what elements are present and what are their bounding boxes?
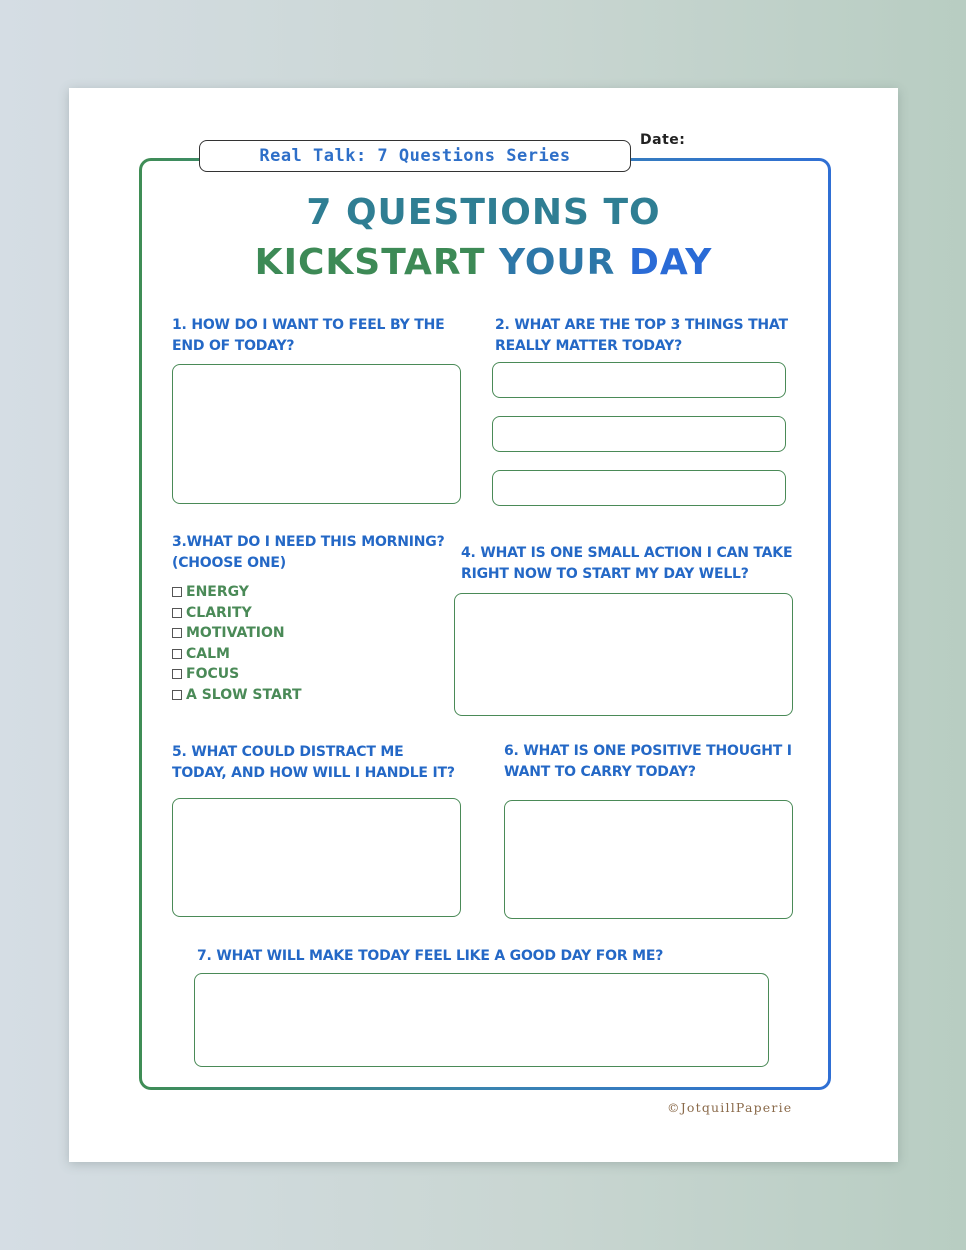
option-energy[interactable] <box>172 582 302 603</box>
checkbox-icon[interactable] <box>172 587 182 597</box>
option-slow-start[interactable] <box>172 685 302 706</box>
answer-box-1[interactable] <box>172 364 461 504</box>
option-label: CALM <box>186 645 230 662</box>
question-7 <box>197 946 663 967</box>
option-label: MOTIVATION <box>186 625 285 641</box>
options-list <box>172 582 302 705</box>
answer-line-2a[interactable] <box>492 362 786 398</box>
title-word-your: YOUR <box>499 242 616 283</box>
question-5-line2: TODAY, AND HOW WILL I HANDLE IT? <box>172 765 455 781</box>
page-title-line1: 7 QUESTIONS TO <box>306 192 661 233</box>
date-label: Date: <box>640 132 686 148</box>
question-1 <box>172 315 445 357</box>
option-motivation[interactable] <box>172 623 302 644</box>
option-label: CLARITY <box>186 604 252 621</box>
option-label: FOCUS <box>186 666 240 682</box>
title-word-day: DAY <box>628 242 713 283</box>
question-6 <box>504 741 792 783</box>
option-calm[interactable] <box>172 644 302 665</box>
question-2 <box>495 315 788 357</box>
option-label: ENERGY <box>186 584 249 600</box>
checkbox-icon[interactable] <box>172 669 182 679</box>
page-title-line2 <box>69 242 898 283</box>
answer-box-6[interactable] <box>504 800 793 919</box>
answer-box-4[interactable] <box>454 593 793 716</box>
question-1-line1: 1. HOW DO I WANT TO FEEL BY THE <box>172 317 445 333</box>
copyright-text: ©JotquillPaperie <box>667 1100 793 1115</box>
question-7-line1: 7. WHAT WILL MAKE TODAY FEEL LIKE A GOOD DAY FOR ME? <box>197 948 664 964</box>
answer-line-2c[interactable] <box>492 470 786 506</box>
checkbox-icon[interactable] <box>172 690 182 700</box>
series-title: Real Talk: 7 Questions Series <box>259 146 571 166</box>
question-4-line2: RIGHT NOW TO START MY DAY WELL? <box>461 566 749 582</box>
question-3 <box>172 532 445 574</box>
worksheet-page <box>69 88 898 1162</box>
question-4 <box>461 543 792 585</box>
series-title-tab <box>199 140 631 172</box>
option-clarity[interactable] <box>172 603 302 624</box>
question-2-line1: 2. WHAT ARE THE TOP 3 THINGS THAT <box>495 317 788 333</box>
question-5 <box>172 742 455 784</box>
answer-box-5[interactable] <box>172 798 461 917</box>
checkbox-icon[interactable] <box>172 649 182 659</box>
question-3-line1: 3.WHAT DO I NEED THIS MORNING? <box>172 534 445 550</box>
question-6-line1: 6. WHAT IS ONE POSITIVE THOUGHT I <box>504 743 792 759</box>
question-5-line1: 5. WHAT COULD DISTRACT ME <box>172 744 404 760</box>
checkbox-icon[interactable] <box>172 608 182 618</box>
answer-box-7[interactable] <box>194 973 769 1067</box>
question-4-line1: 4. WHAT IS ONE SMALL ACTION I CAN TAKE <box>461 545 793 561</box>
question-2-line2: REALLY MATTER TODAY? <box>495 338 682 354</box>
option-label: A SLOW START <box>186 686 302 703</box>
question-6-line2: WANT TO CARRY TODAY? <box>504 764 696 780</box>
title-word-kickstart: KICKSTART <box>254 242 486 283</box>
question-3-line2: (CHOOSE ONE) <box>172 555 286 571</box>
answer-line-2b[interactable] <box>492 416 786 452</box>
question-1-line2: END OF TODAY? <box>172 338 295 354</box>
option-focus[interactable] <box>172 664 302 685</box>
checkbox-icon[interactable] <box>172 628 182 638</box>
